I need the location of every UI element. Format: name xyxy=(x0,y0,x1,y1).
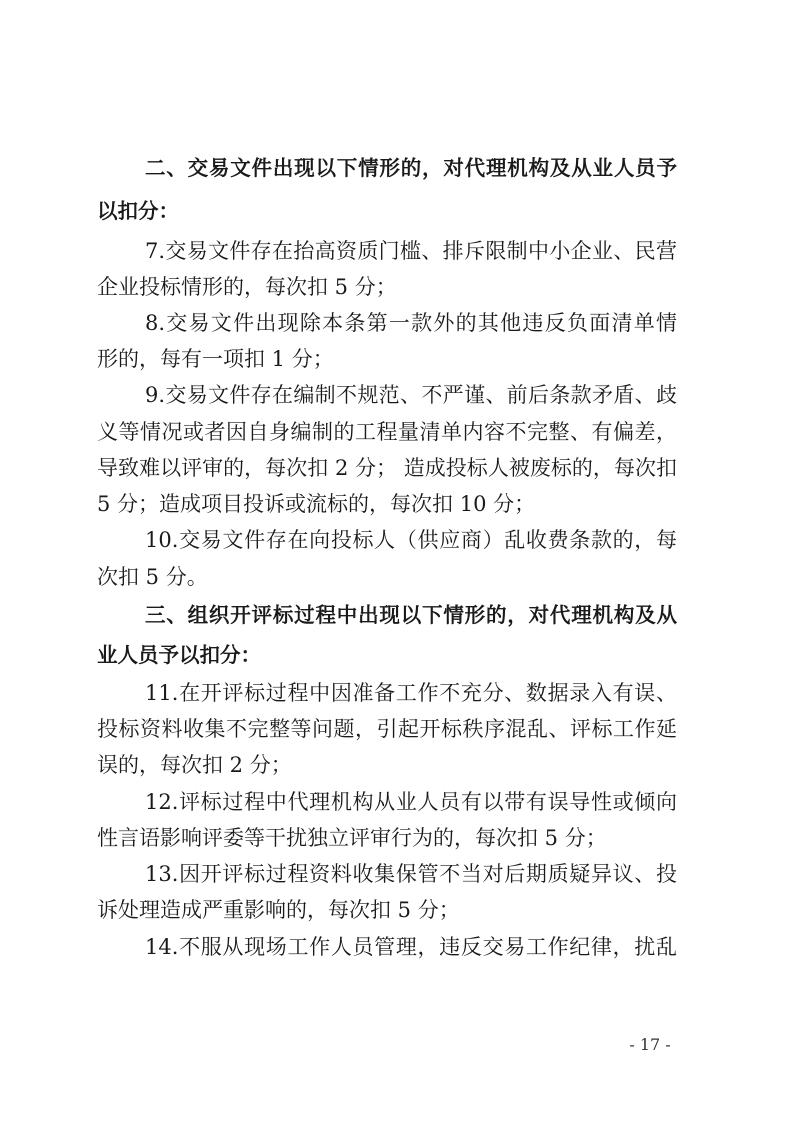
item-14-line-1: 14.不服从现场工作人员管理，违反交易工作纪律，扰乱 xyxy=(145,935,677,959)
item-9-line-3: 导致难以评审的，每次扣 2 分； 造成投标人被废标的，每次扣 xyxy=(97,456,677,480)
item-10-line-2: 次扣 5 分。 xyxy=(97,565,208,589)
item-8-line-1: 8.交易文件出现除本条第一款外的其他违反负面清单情 xyxy=(145,311,677,335)
item-9-line-4: 5 分；造成项目投诉或流标的，每次扣 10 分； xyxy=(97,492,536,516)
item-12-line-2: 性言语影响评委等干扰独立评审行为的，每次扣 5 分； xyxy=(97,826,607,850)
item-11-line-1: 11.在开评标过程中因准备工作不充分、数据录入有误、 xyxy=(145,681,677,705)
section-heading-three: 三、组织开评标过程中出现以下情形的，对代理机构及从 xyxy=(145,603,677,627)
item-9-line-2: 义等情况或者因自身编制的工程量清单内容不完整、有偏差， xyxy=(97,420,677,444)
section-heading-three-cont: 业人员予以扣分： xyxy=(97,643,261,667)
section-heading-two-cont: 以扣分： xyxy=(97,199,179,223)
item-10-line-1: 10.交易文件存在向投标人（供应商）乱收费条款的，每 xyxy=(145,528,677,552)
item-13-line-1: 13.因开评标过程资料收集保管不当对后期质疑异议、投 xyxy=(145,862,677,886)
item-9-line-1: 9.交易文件存在编制不规范、不严谨、前后条款矛盾、歧 xyxy=(145,383,677,407)
item-11-line-2: 投标资料收集不完整等问题，引起开标秩序混乱、评标工作延 xyxy=(97,717,677,741)
page-number: - 17 - xyxy=(629,1035,671,1054)
item-13-line-2: 诉处理造成严重影响的，每次扣 5 分； xyxy=(97,898,460,922)
section-heading-two: 二、交易文件出现以下情形的，对代理机构及从业人员予 xyxy=(145,156,677,180)
item-7-line-1: 7.交易文件存在抬高资质门槛、排斥限制中小企业、民营 xyxy=(145,239,677,263)
item-12-line-1: 12.评标过程中代理机构从业人员有以带有误导性或倾向 xyxy=(145,790,677,814)
item-8-line-2: 形的，每有一项扣 1 分； xyxy=(97,347,334,371)
item-11-line-3: 误的，每次扣 2 分； xyxy=(97,753,292,777)
item-7-line-2: 企业投标情形的，每次扣 5 分； xyxy=(97,275,397,299)
